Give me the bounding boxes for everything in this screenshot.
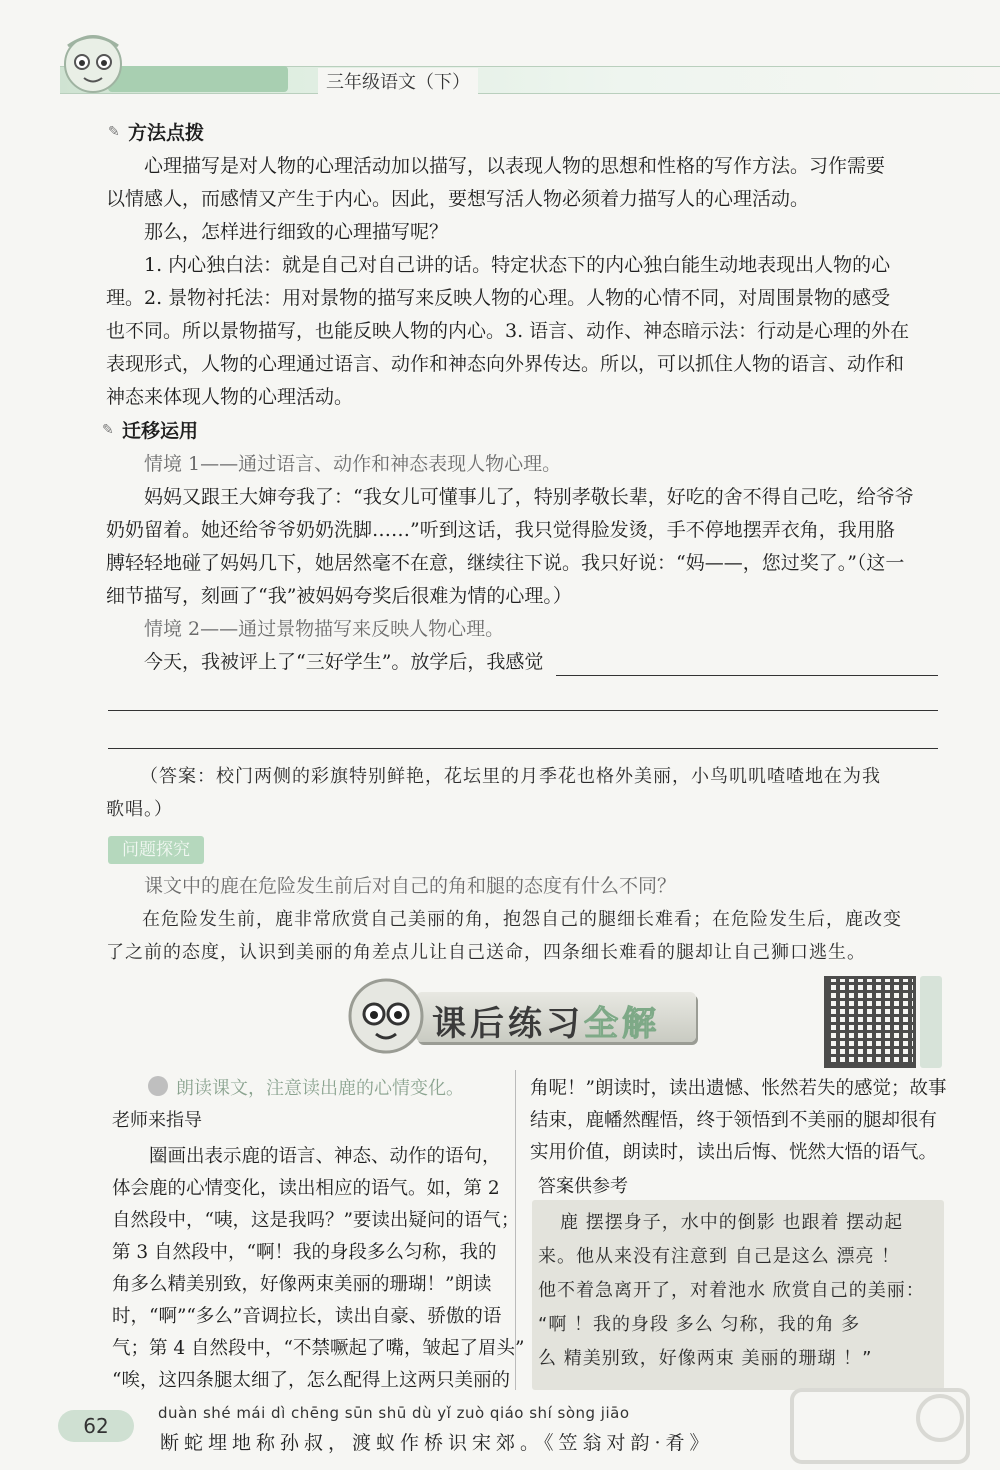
reference-answer-box (532, 1200, 944, 1390)
exercise-right-line: 角呢！”朗读时，读出遗憾、怅然若失的感觉；故事 (530, 1078, 947, 1099)
footer-poem: 断蛇埋地称孙叔，渡蚁作桥识宋郊。《笠翁对韵·肴》 (160, 1432, 714, 1454)
question-answer: 了之前的态度，认识到美丽的角差点儿让自己送命，四条细长难看的腿却让自己狮口逃生。 (106, 942, 866, 963)
scene2-answer: （答案：校门两侧的彩旗特别鲜艳，花坛里的月季花也格外美丽，小鸟叽叽喳喳地在为我 (140, 766, 881, 787)
answer-blank-line[interactable] (108, 710, 938, 711)
scene1-line: 细节描写，刻画了“我”被妈妈夸奖后很难为情的心理。） (106, 585, 572, 607)
reference-line: 么 精美别致，好像两束 美丽的珊瑚 ！” (538, 1348, 873, 1369)
reference-label: 答案供参考 (538, 1176, 628, 1197)
exercise-right-line: 结束，鹿幡然醒悟，终于领悟到不美丽的腿却很有 (530, 1110, 938, 1131)
scene1-line: 妈妈又跟王大婶夸我了：“我女儿可懂事儿了，特别孝敬长辈，好吃的舍不得自己吃，给爷爷 (144, 486, 914, 508)
header-title: 三年级语文（下） (318, 68, 478, 94)
pen-icon: ✎ (108, 124, 120, 140)
answer-blank-line[interactable] (108, 748, 938, 749)
method-line: 神态来体现人物的心理活动。 (106, 386, 354, 408)
page-header (0, 0, 1000, 110)
banner-title-main: 课后练习 (432, 1004, 584, 1044)
qr-code[interactable] (824, 976, 916, 1068)
scene1-title: 情境 1——通过语言、动作和神态表现人物心理。 (144, 453, 562, 475)
exercise-left-line: 自然段中，“咦，这是我吗？”要读出疑问的语气； (112, 1210, 520, 1231)
answer-blank-line[interactable] (556, 675, 938, 676)
mascot-icon (48, 28, 138, 104)
method-line: 理。2. 景物衬托法：用对景物的描写来反映人物的心理。人物的心情不同，对周围景物的感受 (106, 287, 891, 309)
scene2-answer: 歌唱。） (106, 799, 173, 820)
exercise-left-line: 角多么精美别致，好像两束美丽的珊瑚！”朗读 (112, 1274, 492, 1295)
task-number-icon (148, 1076, 168, 1096)
exercise-left-line: 气；第 4 自然段中，“不禁噘起了嘴，皱起了眉头” (112, 1338, 525, 1359)
scene2-prompt: 今天，我被评上了“三好学生”。放学后，我感觉 (144, 651, 544, 673)
question-badge: 问题探究 (108, 836, 204, 864)
pen-icon: ✎ (102, 422, 114, 438)
reference-line: 来。他从来没有注意到 自己是这么 漂亮 ！ (538, 1246, 901, 1267)
exercise-left-line: 时，“啊”“多么”音调拉长，读出自豪、骄傲的语 (112, 1306, 502, 1327)
qr-side-tab (920, 976, 942, 1068)
method-line: 1. 内心独白法：就是自己对自己讲的话。特定状态下的内心独白能生动地表现出人物的心 (144, 254, 891, 276)
method-line: 心理描写是对人物的心理活动加以描写，以表现人物的思想和性格的写作方法。习作需要 (144, 155, 886, 177)
method-heading: 方法点拨 (128, 122, 205, 144)
watermark-icon (790, 1386, 970, 1466)
question-answer: 在危险发生前，鹿非常欣赏自己美丽的角，抱怨自己的腿细长难看；在危险发生后，鹿改变 (142, 909, 902, 930)
method-line: 那么，怎样进行细致的心理描写呢？ (144, 221, 449, 243)
exercise-left-line: “唉，这四条腿太细了，怎么配得上这两只美丽的 (112, 1370, 510, 1391)
footer-pinyin: duàn shé mái dì chēng sūn shū dù yǐ zuò qiáo shí sòng jiāo (158, 1404, 630, 1422)
question-prompt: 课文中的鹿在危险发生前后对自己的角和腿的态度有什么不同？ (144, 875, 677, 897)
section-banner (340, 970, 700, 1060)
method-line: 表现形式，人物的心理通过语言、动作和神态向外界传达。所以，可以抓住人物的语言、动作和 (106, 353, 905, 375)
exercise-left-line: 第 3 自然段中，“啊！我的身段多么匀称，我的 (112, 1242, 497, 1263)
scene1-line: 膊轻轻地碰了妈妈几下，她居然毫不在意，继续往下说。我只好说：“妈——，您过奖了。”（这一 (106, 552, 905, 574)
exercise-task: 朗读课文，注意读出鹿的心情变化。 (176, 1078, 464, 1099)
banner-title-accent: 全解 (584, 1004, 660, 1044)
scene1-line: 奶奶留着。她还给爷爷奶奶洗脚……”听到这话，我只觉得脸发烫，手不停地摆弄衣角，我用胳 (106, 519, 895, 541)
transfer-heading: 迁移运用 (122, 420, 199, 442)
mascot-icon (340, 970, 436, 1060)
reference-line: 他不着急离开了，对着池水 欣赏自己的美丽： (538, 1280, 925, 1301)
reference-line: “啊 ！我的身段 多么 匀称，我的角 多 (538, 1314, 861, 1335)
column-divider (515, 1070, 516, 1390)
exercise-right-line: 实用价值，朗读时，读出后悔、恍然大悟的语气。 (530, 1142, 938, 1163)
exercise-left-line: 体会鹿的心情变化，读出相应的语气。如，第 2 (112, 1178, 500, 1199)
guide-label: 老师来指导 (112, 1110, 202, 1131)
banner-title (432, 996, 660, 1045)
reference-line: 鹿 摆摆身子，水中的倒影 也跟着 摆动起 (560, 1212, 904, 1233)
scene2-title: 情境 2——通过景物描写来反映人物心理。 (144, 618, 505, 640)
method-line: 也不同。所以景物描写，也能反映人物的内心。3. 语言、动作、神态暗示法：行动是心理的外在 (106, 320, 910, 342)
exercise-left-line: 圈画出表示鹿的语言、神态、动作的语句， (149, 1146, 501, 1167)
page-number: 62 (58, 1410, 134, 1442)
method-line: 以情感人，而感情又产生于内心。因此，要想写活人物必须着力描写人的心理活动。 (106, 188, 810, 210)
watermark-logo (790, 1386, 970, 1466)
